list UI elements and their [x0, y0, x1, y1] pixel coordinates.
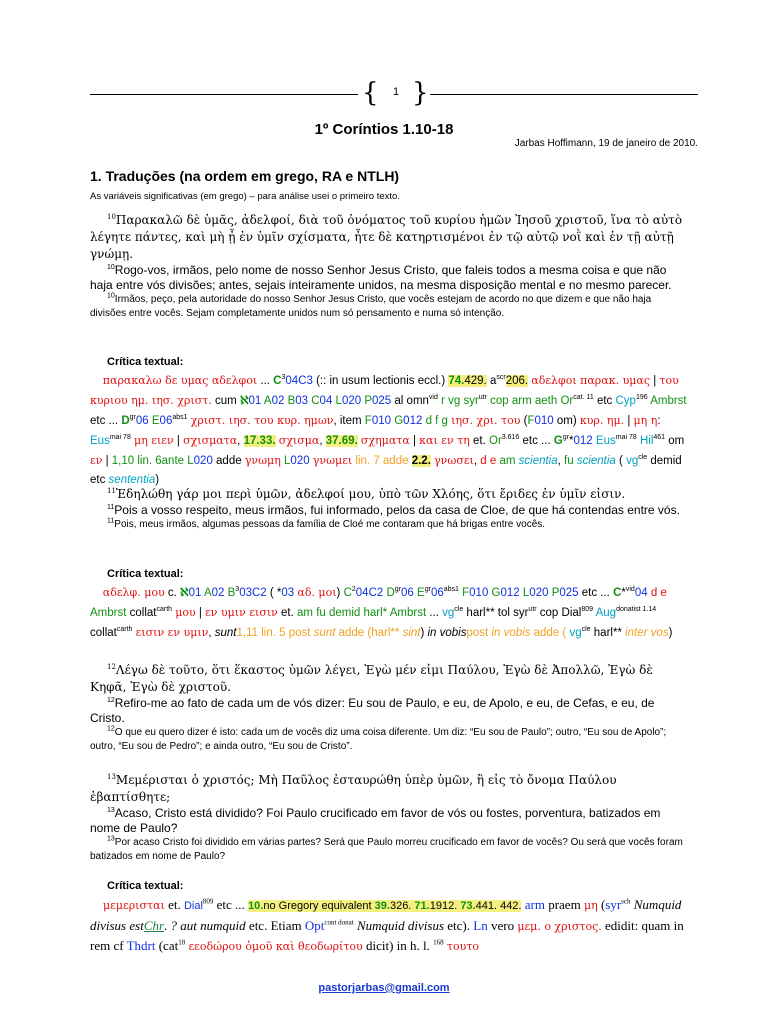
verse-12-ra: $^{12}$Refiro-me ao fato de cada um de vós dizer: Eu sou de Paulo, e eu, de Apolo, e eu, de Cefas, e eu, de Cristo.	[90, 696, 655, 725]
verse-10-ra: $^{10}$Rogo-vos, irmãos, pelo nome de nosso Senhor Jesus Cristo, que faleis todos a mesma coisa e que não haja entre vós divisões; antes, sejais inteiramente unidos, na mesma disposição mental e no mesmo parecer.	[90, 263, 672, 292]
verse-11-greek: $^{11}$Ἐδηλώθη γάρ μοι περὶ ὑμῶν, ἀδελφοί μου, ὑπὸ τῶν Χλόης, ὅτι ἔριδες ἐν ὑμῖν εἰσιν.	[107, 487, 626, 501]
header-rule-right	[430, 94, 698, 95]
verse-11-block	[90, 486, 690, 532]
verse-13-ntlh: $^{13}$Por acaso Cristo foi dividido em várias partes? Será que Paulo morreu crucificado em favor de vocês? Ou será que vocês foram batizados em nome de Paulo?	[90, 835, 683, 862]
verse-10-ntlh: $^{10}$Irmãos, peço, pela autoridade do nosso Senhor Jesus Cristo, que vocês estejam de acordo no que dizem e que não haja divisões entre vocês. Sejam completamente unidos num só pensamento e numa só intenção.	[90, 292, 652, 319]
textual-criticism-2	[90, 568, 690, 643]
page-header	[90, 80, 698, 110]
header-rule-left	[90, 94, 358, 95]
page-number: 1	[392, 86, 400, 98]
crit-apparatus-2: αδελφ. μου c. ℵ01 A02 $B^303C2$ ( *03 αδ. μοι) $C^204C2$ $D^{gr}06$ $E^{gr}06^{abs1}$ F010 G012 L020 P025 etc ... C*$^{vid}$04 d e Ambrst collat$^{carth}$ μου | εν υμιν εισιν et. am fu demid harl* Ambrst ... $vg^{cle}$ harl** tol syr$^{utr}$ cop Dial$^{809}$ Aug$^{donatist 1.14}$ collat$^{carth}$ εισιν εν υμιν, sunt1,11 lin. 5 post sunt adde (harl** sint) in vobispost in vobis adde ( $vg^{cle}$ harl** inter vos)	[90, 586, 673, 639]
verse-12-ntlh: $^{12}$O que eu quero dizer é isto: cada um de vocês diz uma coisa diferente. Um diz: “Eu sou de Paulo”; outro, “Eu sou de Apolo”; outro, “Eu sou de Pedro”; e ainda outro, “Eu sou de Cristo”.	[90, 725, 667, 752]
verse-11-ntlh: $^{11}$Pois, meus irmãos, algumas pessoas da família de Cloé me contaram que há brigas entre vocês.	[107, 517, 546, 530]
left-brace: {	[362, 78, 379, 108]
crit-apparatus-1: παρακαλω δε υμας αδελφοι ... $C^304C3$ (:: in usum lectionis eccl.) 74.429. $a^{scr}206$. αδελφοι παρακ. υμας | του κυριου ημ. ιησ. χριστ. cum ℵ01 A02 B03 C04 L020 P025 al omn$^{vid}$ r vg syr$^{utr}$ cop arm aeth $Or^{cat. 11}$ etc Cyp$^{196}$ Ambrst etc ... $D^{gr}06$ $E06^{abs1}$ χριστ. ιησ. του κυρ. ημων, item F010 G012 d f g ιησ. χρι. του (F010 om) κυρ. ημ. | μη η: Eus$^{mai 78}$ μη ειεν | σχισματα, 17.33. σχισμα, 37.69. σχηματα | και εν τη et. $Or^{3.616}$ etc ... $G^{gr}*012$ Eus$^{mai 78}$ Hil$^{461}$ om εν | 1,10 lin. 6ante L020 adde γνωμη L020 γνωμει lin. 7 adde 2.2. γνωσει, d e am scientia, fu scientia ( $vg^{cle}$ demid etc sententia)	[90, 374, 687, 486]
right-brace: }	[412, 78, 429, 108]
textual-criticism-3	[90, 880, 690, 956]
crit-heading: Crítica textual:	[107, 880, 184, 892]
crit-heading: Crítica textual:	[107, 356, 184, 368]
footer-email-link[interactable]: pastorjarbas@gmail.com	[318, 982, 450, 994]
author-line: Jarbas Hoffimann, 19 de janeiro de 2010.	[514, 138, 698, 149]
crit-heading: Crítica textual:	[107, 568, 184, 580]
verse-13-greek: $^{13}$Μεμέρισται ὁ χριστός; Μὴ Παῦλος ἐσταυρώθη ὑπὲρ ὑμῶν, ἢ εἰς τὸ ὄνομα Παύλου ἐβαπτίσθητε;	[90, 773, 617, 804]
verse-13-ra: $^{13}$Acaso, Cristo está dividido? Foi Paulo crucificado em favor de vós ou fostes, porventura, batizados em nome de Paulo?	[90, 806, 661, 835]
document-title: 1º Coríntios 1.10-18	[314, 121, 454, 138]
verse-13-block	[90, 772, 690, 864]
verse-11-ra: $^{11}$Pois a vosso respeito, meus irmãos, fui informado, pelos da casa de Cloe, de que há contendas entre vós.	[107, 503, 680, 517]
verse-12-greek: $^{12}$Λέγω δὲ τοῦτο, ὅτι ἕκαστος ὑμῶν λέγει, Ἐγὼ μέν εἰμι Παύλου, Ἐγὼ δὲ Ἀπολλῶ, Ἐγὼ δὲ Κηφᾶ, Ἐγὼ δὲ χριστοῦ.	[90, 663, 653, 694]
crit-apparatus-3: μεμερισται et. Dial$^{809}$ etc ... 10.no Gregory equivalent 39.326. 71.1912. 73.441. 442. arm praem μη (syr$^{sch}$ Numquid divisus estChr. ? aut numquid etc. Etiam Opt$^{cont donat}$ Numquid divisus etc). Ln vero μεμ. ο χριστος. edidit: quam in rem cf Thdrt (cat$^{18}$ εεοδώρου ὁμοῦ καὶ θεοδωρίτου dicit) in h. l. $^{168}$ τουτο	[90, 897, 684, 953]
textual-criticism-1	[90, 356, 690, 490]
verse-10-block	[90, 212, 690, 321]
section-heading: 1. Traduções (na ordem em grego, RA e NTLH)	[90, 168, 400, 184]
verse-10-greek: $^{10}$Παρακαλῶ δὲ ὑμᾶς, ἀδελφοί, διὰ τοῦ ὀνόματος τοῦ κυρίου ἡμῶν Ἰησοῦ χριστοῦ, ἵνα τὸ αὐτὸ λέγητε πάντες, καὶ μὴ ᾖ ἐν ὑμῖν σχίσματα, ἦτε δὲ κατηρτισμένοι ἐν τῷ αὐτῷ νοῒ καὶ ἐν τῇ αὐτῇ γνώμῃ.	[90, 213, 683, 261]
section-note: As variáveis significativas (em grego) – para análise usei o primeiro texto.	[90, 191, 400, 202]
verse-12-block	[90, 662, 690, 754]
